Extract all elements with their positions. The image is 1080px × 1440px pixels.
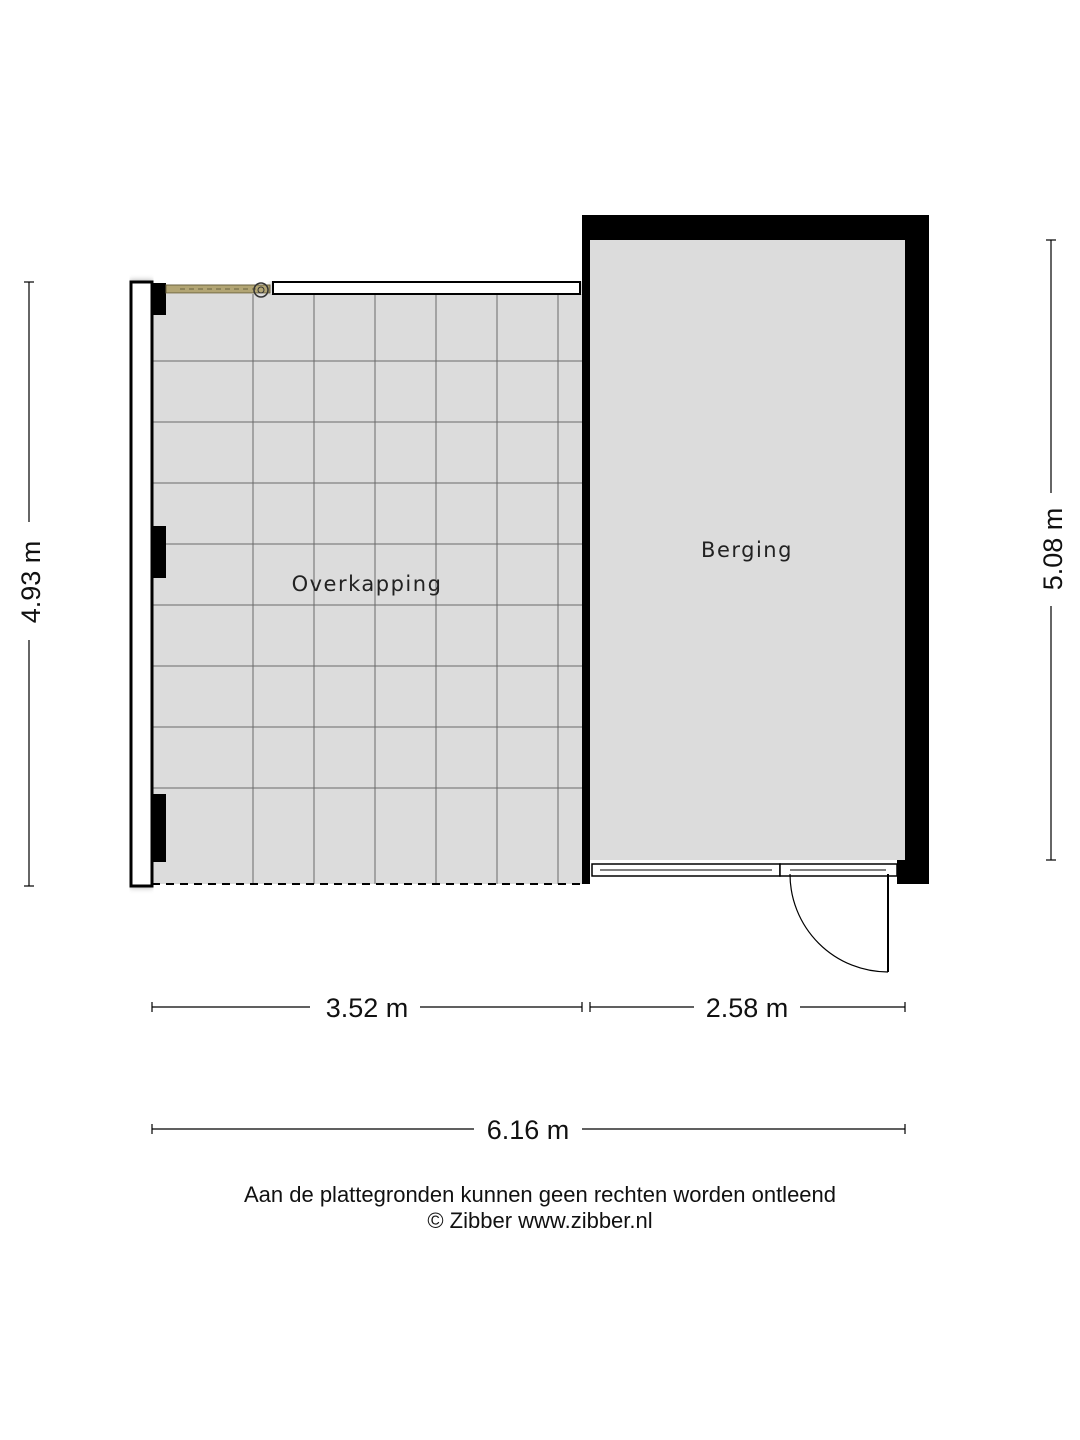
dimension-right-height-label: 5.08 m [1038, 507, 1068, 591]
left-wall-post-top [152, 283, 166, 315]
overkapping-left-glass-wall [131, 282, 152, 886]
dimension-bottom-right-label: 2.58 m [705, 993, 789, 1023]
footer-copyright: © Zibber www.zibber.nl [427, 1208, 653, 1233]
berging-room [582, 215, 929, 972]
dimension-bottom-left-label: 3.52 m [325, 993, 409, 1023]
left-wall-post-bottom [152, 794, 166, 862]
left-wall-post-middle [152, 526, 166, 578]
berging-label: Berging [701, 538, 793, 562]
overkapping-room [131, 282, 582, 886]
footer-disclaimer: Aan de plattegronden kunnen geen rechten worden ontleend [243, 1182, 837, 1207]
overkapping-top-wall [273, 282, 580, 294]
dimension-total-width-label: 6.16 m [486, 1115, 570, 1145]
berging-door-swing [790, 874, 888, 972]
overkapping-label: Overkapping [291, 572, 443, 596]
dimension-left-height-label: 4.93 m [16, 540, 46, 624]
